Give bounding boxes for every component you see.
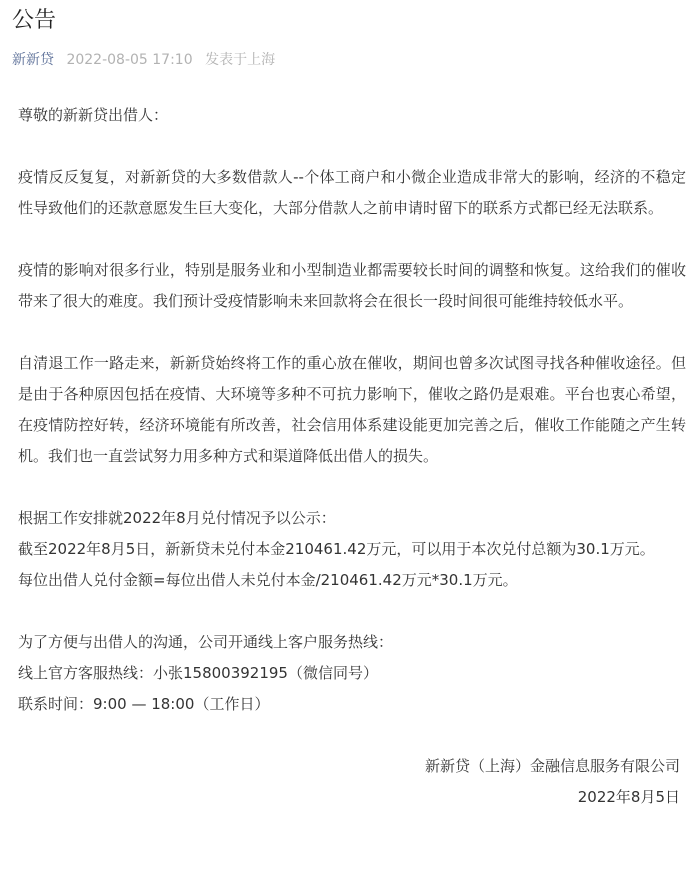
hotline-intro: 为了方便与出借人的沟通，公司开通线上客户服务热线： bbox=[18, 633, 394, 651]
payment-formula: 每位出借人兑付金额=每位出借人未兑付本金/210461.42万元*30.1万元。 bbox=[18, 571, 518, 589]
page-title: 公告 bbox=[12, 8, 57, 33]
greeting: 尊敬的新新贷出借人： bbox=[18, 106, 169, 124]
payment-total: 截至2022年8月5日，新新贷未兑付本金210461.42万元，可以用于本次兑付总额为30.1万元。 bbox=[18, 540, 655, 558]
author-link[interactable]: 新新贷 bbox=[12, 52, 54, 68]
contact-hours: 联系时间：9:00 — 18:00（工作日） bbox=[18, 695, 270, 713]
hotline-number: 线上官方客服热线：小张15800392195（微信同号） bbox=[18, 664, 378, 682]
spacer bbox=[18, 720, 686, 751]
article-meta bbox=[12, 50, 275, 70]
publish-location: 发表于上海 bbox=[205, 52, 276, 68]
signature-company: 新新贷（上海）金融信息服务有限公司 bbox=[424, 757, 680, 775]
paragraph-epidemic-impact: 疫情反反复复，对新新贷的大多数借款人--个体工商户和小微企业造成非常大的影响，经济的不稳定性导致他们的还款意愿发生巨大变化，大部分借款人之前申请时留下的联系方式都已经无法联系。 bbox=[18, 168, 686, 217]
spacer bbox=[18, 131, 686, 162]
article-content bbox=[18, 100, 686, 813]
signature-date: 2022年8月5日 bbox=[577, 788, 680, 806]
paragraph-collection-efforts: 自清退工作一路走来，新新贷始终将工作的重心放在催收，期间也曾多次试图寻找各种催收途径。但是由于各种原因包括在疫情、大环境等多种不可抗力影响下，催收之路仍是艰难。平台也衷心希望，在疫情防控好转，经济环境能有所改善，社会信用体系建设能更加完善之后，催收工作能随之产生转机。我们也一直尝试努力用多种方式和渠道降低出借人的损失。 bbox=[18, 354, 686, 465]
spacer bbox=[18, 596, 686, 627]
spacer bbox=[18, 224, 686, 255]
paragraph-collection-difficulty: 疫情的影响对很多行业，特别是服务业和小型制造业都需要较长时间的调整和恢复。这给我们的催收带来了很大的难度。我们预计受疫情影响未来回款将会在很长一段时间很可能维持较低水平。 bbox=[18, 261, 686, 310]
spacer bbox=[18, 317, 686, 348]
publish-datetime: 2022-08-05 17:10 bbox=[66, 52, 193, 68]
payment-announcement: 根据工作安排就2022年8月兑付情况予以公示： bbox=[18, 509, 336, 527]
spacer bbox=[18, 472, 686, 503]
